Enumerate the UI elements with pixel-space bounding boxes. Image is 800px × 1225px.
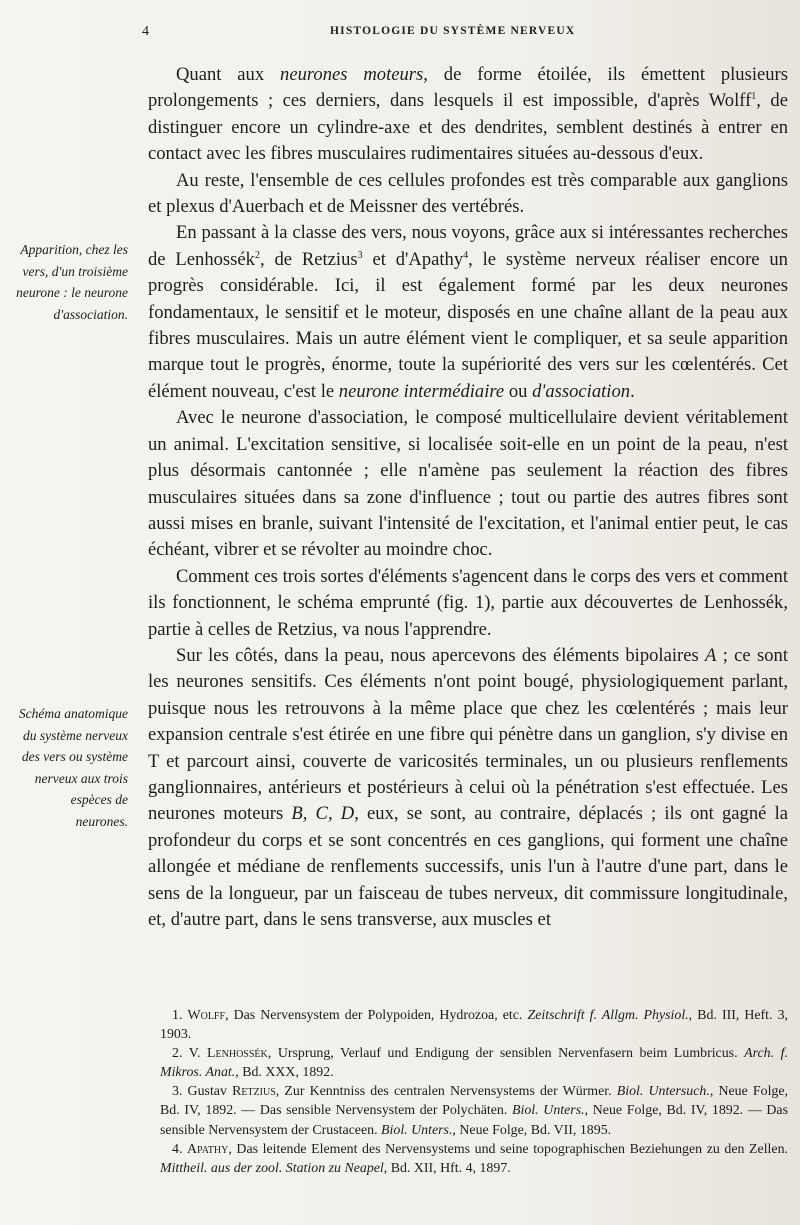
running-title: HISTOLOGIE DU SYSTÈME NERVEUX <box>330 25 576 37</box>
page-number: 4 <box>142 24 149 39</box>
paragraph: Quant aux neurones moteurs, de forme étoilée, ils émettent plusieurs prolongements ; ces derniers, dans lesquels il est impossible, d'après Wolff$^1$, de distinguer encore un cylindre-axe et des dendrites, semblent destinés à entrer en contact avec les fibres musculaires rudimentaires situées au-dessous d'eux. <box>148 64 788 165</box>
footnotes <box>160 1006 788 1178</box>
footnote: 4. Apathy, Das leitende Element des Nervensystems und seine topographischen Beziehungen zu den Zellen. Mittheil. aus der zool. Station zu Neapel, Bd. XII, Hft. 4, 1897. <box>160 1141 788 1176</box>
paragraph: Sur les côtés, dans la peau, nous apercevons des éléments bipolaires A ; ce sont les neurones sensitifs. Ces éléments n'ont point bougé, physiologiquement parlant, puisque nous les retrouvons à la même place que chez les cœlentérés ; mais leur expansion centrale s'est étirée en une fibre qui pénètre dans un ganglion, s'y divise en T et parcourt ainsi, couverte de varicosités terminales, un ou plusieurs renflements ganglionnaires, antérieurs et postérieurs à celui où la pénétration s'est effectuée. Les neurones moteurs B, C, D, eux, se sont, au contraire, déplacés ; ils ont gagné la profondeur du corps et se sont concentrés en ces ganglions, qui forment une chaîne allongée et médiane de renflements successifs, unis l'un à l'autre d'une part, dans le sens de la longueur, par un faisceau de tubes nerveux, dit commissure longitudinale, et, d'autre part, dans le sens transverse, aux muscles et <box>148 644 788 930</box>
margin-note-schema: Schéma anatomique du système nerveux des vers ou système nerveux aux trois espèces de neurones. <box>18 706 128 829</box>
body-text <box>148 62 788 933</box>
footnote: 3. Gustav Retzius, Zur Kenntniss des centralen Nervensystems der Würmer. Biol. Untersuch., Neue Folge, Bd. IV, 1892. — Das sensible Nervensystem der Polychäten. Biol. Unters., Neue Folge, Bd. IV, 1892. — Das sensible Nervensystem der Crustaceen. Biol. Unters., Neue Folge, Bd. VII, 1895. <box>160 1084 789 1138</box>
margin-note-association: Apparition, chez les vers, d'un troisième neurone : le neurone d'association. <box>16 242 128 322</box>
paragraph: Comment ces trois sortes d'éléments s'agencent dans le corps des vers et comment ils fonctionnent, le schéma emprunté (fig. 1), partie aux découvertes de Lenhossék, partie à celles de Retzius, va nous l'apprendre. <box>148 565 788 640</box>
footnote: 1. Wolff, Das Nervensystem der Polypoiden, Hydrozoa, etc. Zeitschrift f. Allgm. Physiol., Bd. III, Heft. 3, 1903. <box>160 1008 788 1043</box>
footnote: 2. V. Lenhossék, Ursprung, Verlauf und Endigung der sensiblen Nervenfasern beim Lumbricus. Arch. f. Mikros. Anat., Bd. XXX, 1892. <box>160 1046 789 1081</box>
paragraph: Avec le neurone d'association, le composé multicellulaire devient véritablement un animal. L'excitation sensitive, si localisée soit-elle en un point de la peau, n'est plus désormais cantonnée ; elle n'amène pas seulement la réaction des fibres musculaires situées dans sa zone d'influence ; tout ou partie des autres fibres sont aussi mises en branle, suivant l'intensité de l'excitation, et l'animal entier peut, le cas échéant, vibrer et se révolter au moindre choc. <box>148 407 788 561</box>
paragraph: En passant à la classe des vers, nous voyons, grâce aux si intéressantes recherches de Lenhossék$^2$, de Retzius$^3$ et d'Apathy$^4$, le système nerveux réaliser encore un progrès considérable. Ici, il est également formé par les deux neurones fondamentaux, le sensitif et le moteur, disposés en une chaîne allant de la peau aux fibres musculaires. Mais un autre élément vient le compliquer, et sa seule apparition marque tout le progrès, énorme, toute la supériorité des vers sur les cœlentérés. Cet élément nouveau, c'est le neurone intermédiaire ou d'association. <box>148 222 788 402</box>
paragraph: Au reste, l'ensemble de ces cellules profondes est très comparable aux ganglions et plexus d'Auerbach et de Meissner des vertébrés. <box>148 169 788 218</box>
